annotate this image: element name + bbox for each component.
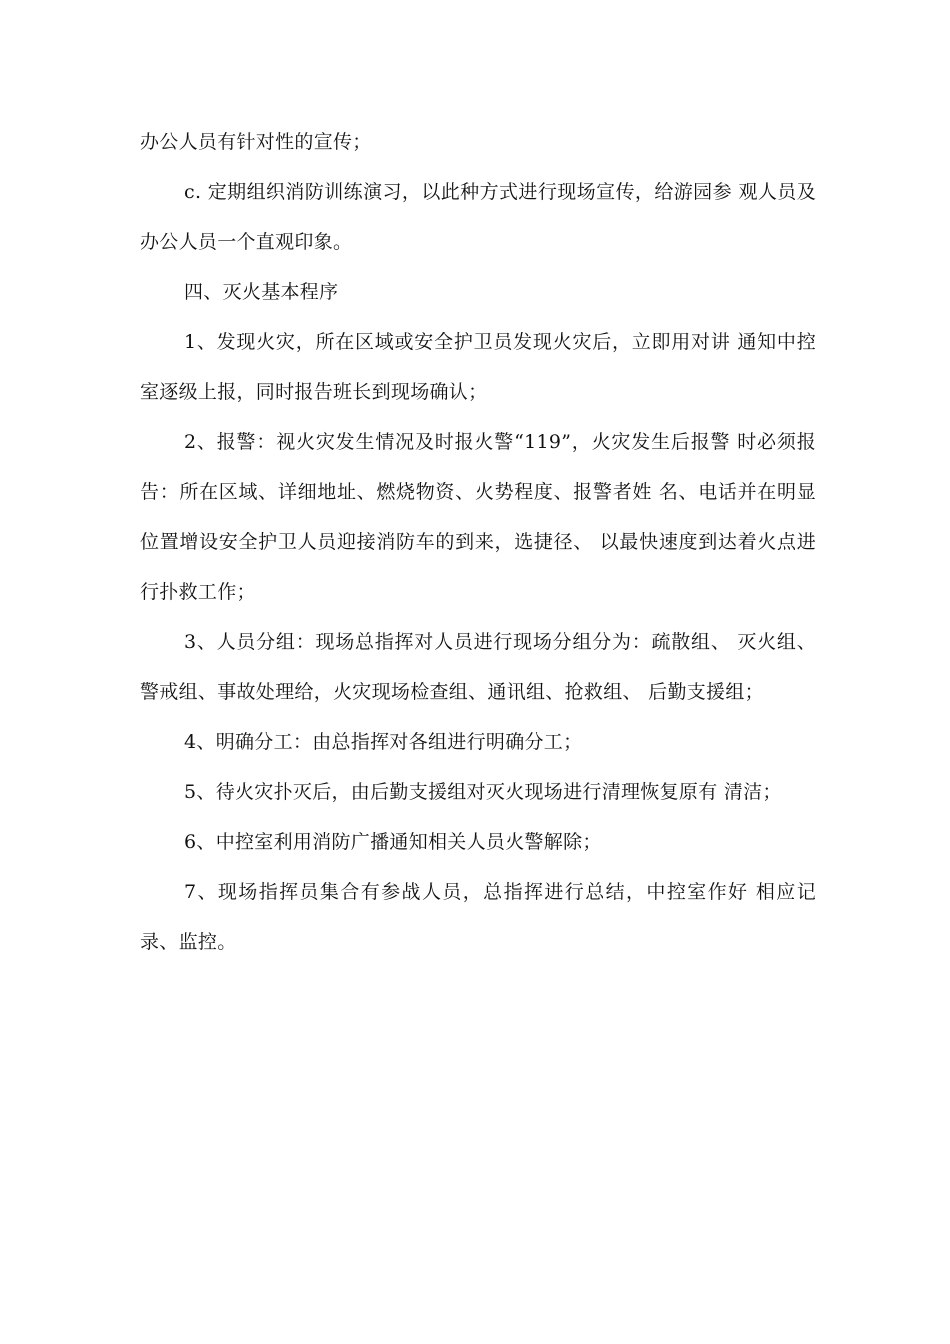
paragraph-item-2: 2、报警：视火灾发生情况及时报火警“119”，火灾发生后报警 时必须报告：所在区域、详细地址、燃烧物资、火势程度、报警者姓 名、电话并在明显位置增设安全护卫人员迎接消防车的到来，选捷径、 以最快速度到达着火点进行扑救工作； — [140, 431, 816, 603]
paragraph-item-1: 1、发现火灾，所在区域或安全护卫员发现火灾后，立即用对讲 通知中控室逐级上报，同时报告班长到现场确认； — [140, 331, 816, 403]
paragraph-item-5: 5、待火灾扑灭后，由后勤支援组对灭火现场进行清理恢复原有 清洁； — [184, 781, 782, 803]
paragraph-item-4: 4、明确分工：由总指挥对各组进行明确分工； — [184, 731, 583, 753]
paragraph-item-3: 3、人员分组：现场总指挥对人员进行现场分组分为：疏散组、 灭火组、警戒组、事故处理给，火灾现场检查组、通讯组、抢救组、 后勤支援组； — [140, 631, 816, 703]
paragraph-continuation: 办公人员有针对性的宣传； — [140, 131, 372, 153]
paragraph-item-6: 6、中控室利用消防广播通知相关人员火警解除； — [184, 831, 602, 853]
section-heading: 四、灭火基本程序 — [184, 281, 339, 303]
paragraph-item-c: c. 定期组织消防训练演习，以此种方式进行现场宣传，给游园参 观人员及办公人员一个直观印象。 — [140, 181, 816, 253]
document-body — [140, 117, 816, 967]
paragraph-item-7: 7、现场指挥员集合有参战人员，总指挥进行总结，中控室作好 相应记录、监控。 — [140, 881, 816, 953]
